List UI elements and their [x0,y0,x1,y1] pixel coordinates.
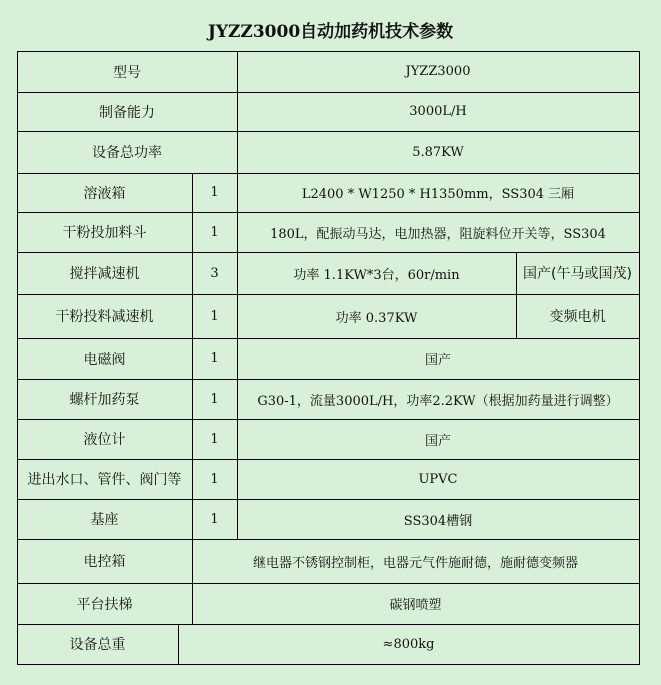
spec-name-cell: 液位计 [83,432,126,448]
spec-qty-cell: 1 [210,511,219,527]
page-title: JYZZ3000自动加药机技术参数 [207,22,454,42]
spec-name-cell: 进出水口、管件、阀门等 [27,472,182,488]
spec-name-cell: 电控箱 [83,554,126,570]
spec-name-cell: 搅拌减速机 [69,266,140,282]
spec-qty-cell: 1 [210,391,219,407]
spec-name-cell: 基座 [90,512,119,528]
spec-name-cell: 制备能力 [99,104,155,121]
spec-qty-cell: 1 [210,185,219,200]
spec-value-cell: 继电器不锈钢控制柜，电器元气件施耐德，施耐德变频器 [252,555,578,571]
spec-value-cell: 180L，配振动马达，电加热器，阻旋料位开关等，SS304 [270,226,606,242]
spec-name-cell: 电磁阀 [83,351,126,368]
spec-name-cell: 平台扶梯 [76,596,133,613]
spec-value-cell: 国产 [424,353,451,368]
table-border-right [639,51,640,665]
spec-name-cell: 干粉投加料斗 [62,225,147,241]
spec-name-cell: 溶液箱 [83,185,126,202]
spec-qty-cell: 1 [210,351,219,366]
table-hline [17,664,640,665]
spec-value-cell: 3000L/H [409,104,467,119]
spec-qty-cell: 1 [210,224,219,240]
spec-name-cell: 螺杆加药泵 [69,392,140,408]
spec-note-cell: 变频电机 [549,309,606,325]
spec-note-cell: 国产(午马或国茂) [523,266,632,282]
spec-value-cell: JYZZ3000 [405,64,471,79]
spec-name-cell: 型号 [113,64,141,81]
spec-value-cell: G30-1，流量3000L/H，功率2.2KW（根据加药量进行调整） [257,393,619,409]
spec-qty-cell: 3 [210,265,219,281]
spec-value-cell: 碳钢喷塑 [389,598,442,613]
spec-value-cell: 5.87KW [412,144,464,160]
spec-value-cell: L2400 * W1250 * H1350mm，SS304 三厢 [301,187,575,202]
spec-name-cell: 设备总重 [69,637,126,653]
spec-value-cell: UPVC [418,471,458,487]
spec-name-cell: 干粉投料减速机 [55,309,154,325]
spec-value-cell: 国产 [424,433,451,449]
spec-qty-cell: 1 [210,431,219,447]
spec-value-cell: 功率 0.37KW [335,310,418,326]
spec-qty-cell: 1 [210,308,219,324]
spec-value-cell: 功率 1.1KW*3台，60r/min [293,267,460,283]
spec-value-cell: SS304槽钢 [403,513,473,529]
spec-value-cell: ≈800kg [382,636,435,652]
spec-qty-cell: 1 [210,471,219,487]
spec-name-cell: 设备总功率 [92,145,162,161]
